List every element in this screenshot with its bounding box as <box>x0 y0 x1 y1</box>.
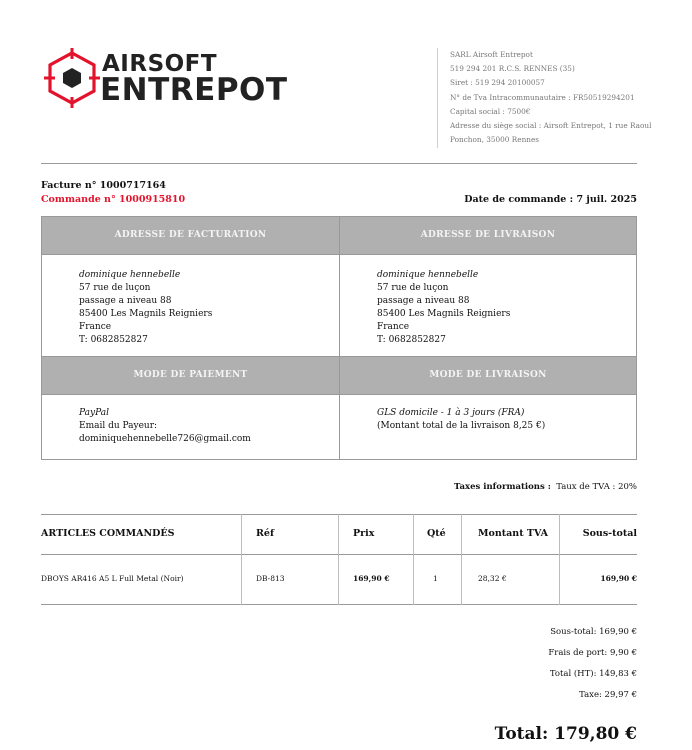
column-header-price: Prix <box>353 528 375 539</box>
column-header-article: ARTICLES COMMANDÉS <box>41 528 175 539</box>
order-number: Commande n° 1000915810 <box>41 194 186 205</box>
shipping-address-heading: ADRESSE DE LIVRAISON <box>340 217 636 254</box>
brand-name-line1: AIRSOFT <box>102 51 218 77</box>
row-ref: DB-813 <box>256 574 285 583</box>
delivery-method: GLS domicile - 1 à 3 jours (FRA) <box>377 408 525 418</box>
table-column-divider <box>559 514 560 605</box>
column-header-qty: Qté <box>427 528 446 539</box>
billing-address <box>79 269 212 347</box>
table-column-divider <box>338 514 339 605</box>
company-line: Siret : 519 294 20100057 <box>450 78 545 88</box>
shipping-line: 85400 Les Magnils Reigniers <box>377 309 511 319</box>
delivery-details <box>377 407 545 433</box>
company-line: Adresse du siège social : Airsoft Entrepot, 1 rue Raoul <box>450 121 652 131</box>
billing-line: 57 rue de luçon <box>79 283 151 293</box>
table-rule <box>41 604 637 605</box>
billing-line: passage a niveau 88 <box>79 296 172 306</box>
grid-column-divider <box>339 217 340 459</box>
header-divider <box>41 163 637 164</box>
shipping-fee-line: Frais de port: 9,90 € <box>548 648 637 658</box>
brand-name-line2: ENTREPOT <box>100 72 288 108</box>
payment-method-heading: MODE DE PAIEMENT <box>42 357 339 394</box>
company-line: SARL Airsoft Entrepot <box>450 50 533 59</box>
invoice-number: Facture n° 1000717164 <box>41 180 166 191</box>
table-column-divider <box>413 514 414 605</box>
shipping-name: dominique hennebelle <box>377 270 479 280</box>
payment-details <box>79 407 251 446</box>
shipping-address <box>377 269 510 347</box>
grand-total: Total: 179,80 € <box>494 724 637 744</box>
shipping-line: 57 rue de luçon <box>377 283 449 293</box>
company-line: Capital social : 7500€ <box>450 106 531 116</box>
tax-information <box>454 482 637 492</box>
row-article: DBOYS AR416 A5 L Full Metal (Noir) <box>41 574 184 583</box>
shipping-line: T: 0682852827 <box>377 335 446 345</box>
column-header-ref: Réf <box>256 528 275 539</box>
billing-line: 85400 Les Magnils Reigniers <box>79 309 213 319</box>
payment-method: PayPal <box>79 408 109 418</box>
table-column-divider <box>461 514 462 605</box>
row-subtotal: 169,90 € <box>600 574 637 583</box>
billing-address-heading: ADRESSE DE FACTURATION <box>42 217 339 254</box>
billing-name: dominique hennebelle <box>79 270 181 280</box>
delivery-method-heading: MODE DE LIVRAISON <box>340 357 636 394</box>
tax-rate: Taux de TVA : 20% <box>556 482 637 492</box>
shipping-line: France <box>377 322 410 332</box>
company-line: 519 294 201 R.C.S. RENNES (35) <box>450 64 575 74</box>
column-header-vat: Montant TVA <box>478 528 548 539</box>
total-ht-line: Total (HT): 149,83 € <box>549 669 637 679</box>
items-table <box>41 514 637 605</box>
address-payment-grid <box>41 216 637 460</box>
row-qty: 1 <box>433 574 438 583</box>
company-line: N° de Tva Intracommunautaire : FR50519294201 <box>450 92 635 102</box>
billing-line: T: 0682852827 <box>79 335 148 345</box>
subtotal-line: Sous-total: 169,90 € <box>550 627 637 637</box>
company-line: Ponchon, 35000 Rennes <box>450 135 540 145</box>
delivery-amount: (Montant total de la livraison 8,25 €) <box>377 421 546 431</box>
shipping-line: passage a niveau 88 <box>377 296 470 306</box>
payer-label: Email du Payeur: <box>79 421 158 431</box>
order-date: Date de commande : 7 juil. 2025 <box>464 194 637 205</box>
row-vat: 28,32 € <box>478 574 507 583</box>
tax-info-label: Taxes informations : <box>454 482 551 492</box>
table-column-divider <box>241 514 242 605</box>
row-price: 169,90 € <box>353 574 390 583</box>
column-header-subtotal: Sous-total <box>582 528 637 539</box>
brand-logo <box>44 48 288 110</box>
payer-email: dominiquehennebelle726@gmail.com <box>79 434 251 444</box>
crosshair-hexagon-icon <box>44 48 100 110</box>
company-info <box>437 48 652 148</box>
billing-line: France <box>79 322 112 332</box>
tax-line: Taxe: 29,97 € <box>579 690 637 700</box>
